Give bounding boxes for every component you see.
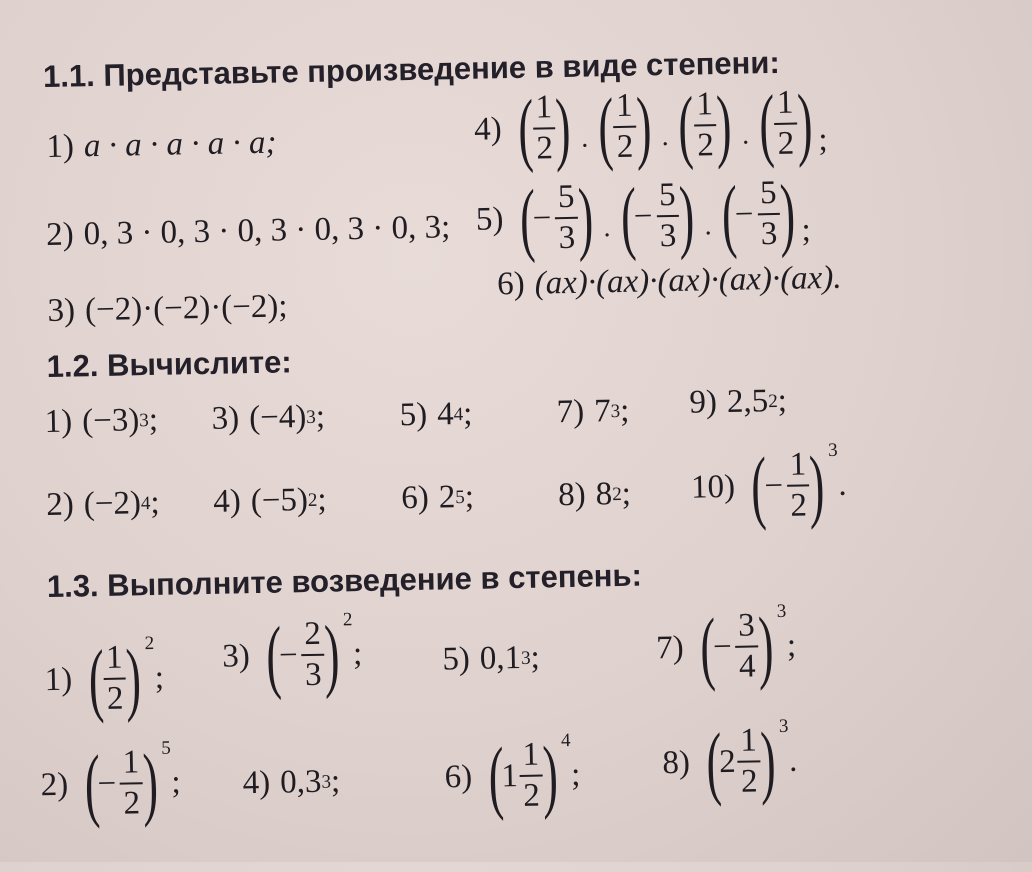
left-parenthesis: ( — [487, 730, 505, 822]
ex3-item-8 — [662, 715, 798, 808]
fraction-denominator: 2 — [774, 123, 797, 161]
fraction-denominator: 3 — [757, 213, 780, 251]
multiply-dot: · — [579, 130, 590, 162]
ex2-item-5 — [399, 396, 472, 434]
multiply-dot: · — [602, 220, 613, 252]
power-base: (−2) — [83, 485, 142, 523]
right-parenthesis: ) — [808, 439, 826, 531]
left-parenthesis: ( — [597, 81, 615, 173]
minus-sign: − — [734, 195, 754, 233]
fraction-denominator: 2 — [787, 484, 810, 522]
parenthesized-fraction — [715, 167, 802, 261]
item-label: 8) — [662, 744, 691, 781]
item-label: 5) — [399, 396, 428, 434]
exponent: 5 — [455, 486, 465, 508]
parenthesized-fraction — [693, 600, 780, 693]
item-label: 5) — [442, 640, 471, 678]
power-base: (−5) — [250, 482, 309, 520]
left-parenthesis: ( — [516, 82, 534, 174]
ex1-item-5 — [475, 167, 812, 264]
minus-sign: − — [278, 636, 299, 674]
ex3-item-3 — [221, 608, 363, 701]
fraction — [555, 178, 579, 257]
multiply-dot: · — [660, 128, 671, 161]
fraction-numerator: 1 — [739, 722, 758, 759]
parenthesized-fraction — [614, 169, 701, 262]
item-label: 6) — [444, 758, 473, 795]
item-label: 2) — [45, 486, 75, 524]
fraction — [519, 736, 543, 814]
power-base: (−4) — [248, 399, 307, 437]
fraction-numerator: 1 — [776, 84, 794, 121]
fraction-numerator: 1 — [789, 446, 807, 483]
right-parenthesis: ) — [759, 715, 777, 807]
multiply-dot: · — [740, 127, 751, 159]
left-parenthesis: ( — [619, 170, 637, 262]
item-expression: (−2)·(−2)·(−2); — [84, 288, 288, 329]
ex2-item-1 — [44, 402, 158, 441]
exponent: 4 — [560, 730, 571, 752]
exponent: 3 — [139, 409, 150, 431]
item-label: 4) — [242, 764, 271, 802]
item-label: 1) — [46, 128, 75, 165]
ex3-item-4 — [242, 763, 340, 802]
item-label: 7) — [655, 629, 685, 666]
left-parenthesis: ( — [265, 609, 282, 701]
item-end: ; — [154, 659, 165, 696]
fraction — [613, 87, 637, 166]
fraction-denominator: 2 — [120, 782, 143, 820]
exponent: 3 — [827, 439, 838, 462]
ex3-item-2 — [40, 736, 181, 830]
fraction-denominator: 3 — [302, 654, 325, 692]
fraction — [737, 724, 761, 798]
left-parenthesis: ( — [750, 440, 768, 532]
parenthesized-fraction — [81, 632, 148, 725]
left-parenthesis: ( — [677, 79, 695, 171]
power-base: (−3) — [81, 402, 140, 440]
left-parenthesis: ( — [758, 77, 776, 170]
item-end: ; — [801, 212, 812, 249]
ex1-item-6 — [497, 260, 842, 304]
right-parenthesis: ) — [715, 78, 733, 171]
left-parenthesis: ( — [720, 168, 738, 261]
minus-sign: − — [764, 467, 784, 504]
parenthesized-fraction — [752, 77, 819, 170]
fraction-numerator: 1 — [615, 87, 633, 125]
minus-sign: − — [97, 765, 117, 802]
power-base: 7 — [593, 393, 611, 430]
left-parenthesis: ( — [705, 716, 722, 808]
exercise-title: Представьте произведение в виде степени: — [103, 44, 781, 93]
item-label: 2) — [40, 766, 69, 803]
fraction-denominator: 3 — [555, 217, 578, 255]
item-end: ; — [818, 121, 828, 159]
item-end: ; — [786, 627, 797, 664]
power-base: 2,5 — [726, 383, 769, 420]
fraction — [774, 84, 798, 162]
exponent: 3 — [520, 647, 531, 669]
exercise-title: Выполните возведение в степень: — [106, 557, 643, 603]
exponent: 5 — [161, 737, 171, 759]
fraction-numerator: 5 — [557, 178, 575, 216]
right-parenthesis: ) — [757, 600, 775, 692]
fraction-product — [513, 167, 812, 264]
exercise-number: 1.3. — [46, 568, 99, 605]
fraction-denominator: 2 — [520, 775, 543, 813]
exercise-title: Вычислите: — [106, 344, 292, 383]
left-parenthesis: ( — [518, 172, 536, 264]
item-label: 8) — [557, 476, 587, 514]
fraction — [757, 174, 781, 253]
right-parenthesis: ) — [678, 169, 695, 261]
ex3-item-6 — [444, 729, 581, 822]
ex2-item-10 — [690, 439, 847, 532]
ex2-item-6 — [401, 479, 474, 517]
exponent: 2 — [307, 489, 318, 511]
fraction-numerator: 1 — [535, 89, 553, 126]
fraction-denominator: 2 — [694, 124, 717, 162]
ex3-item-5 — [442, 640, 540, 679]
item-label: 3) — [221, 637, 251, 675]
parenthesized-fraction — [699, 715, 782, 808]
item-end: ; — [352, 635, 363, 672]
exponent: 3 — [776, 600, 787, 623]
item-label: 1) — [44, 403, 73, 441]
exponent: 2 — [144, 632, 155, 655]
fraction-product — [511, 77, 828, 174]
item-label: 5) — [475, 200, 504, 238]
ex3-item-7 — [655, 600, 797, 693]
parenthesized-fraction — [672, 78, 739, 171]
right-parenthesis: ) — [141, 736, 159, 829]
parenthesized-fraction — [511, 81, 578, 174]
right-parenthesis: ) — [779, 167, 797, 259]
item-expression: (ax)·(ax)·(ax)·(ax)·(ax). — [534, 259, 842, 302]
item-end: ; — [315, 398, 326, 435]
right-parenthesis: ) — [125, 632, 143, 724]
right-parenthesis: ) — [323, 608, 341, 700]
ex2-item-2 — [46, 485, 160, 524]
item-end: ; — [462, 395, 473, 433]
item-label: 6) — [496, 265, 526, 303]
item-end: . — [788, 742, 798, 779]
parenthesized-fraction — [591, 80, 658, 173]
fraction — [656, 176, 680, 255]
item-label: 3) — [211, 400, 240, 437]
multiply-dot: · — [703, 218, 714, 250]
item-end: . — [837, 466, 847, 503]
item-end: ; — [330, 763, 341, 800]
item-expression: 0, 3 · 0, 3 · 0, 3 · 0, 3 · 0, 3; — [83, 209, 451, 253]
item-end: ; — [530, 639, 541, 676]
fraction — [532, 91, 556, 165]
right-parenthesis: ) — [541, 729, 559, 821]
whole-part: 2 — [718, 743, 737, 780]
item-end: ; — [621, 475, 632, 512]
fraction-denominator: 3 — [656, 215, 679, 253]
fraction-numerator: 1 — [522, 736, 540, 773]
fraction-numerator: 5 — [658, 176, 676, 214]
ex2-item-9 — [689, 383, 787, 422]
item-label: 6) — [400, 479, 430, 517]
minus-sign: − — [532, 199, 552, 237]
power-base: 2 — [438, 479, 456, 516]
left-parenthesis: ( — [87, 632, 105, 725]
item-end: ; — [619, 392, 630, 429]
fraction-denominator: 2 — [613, 126, 636, 164]
left-parenthesis: ( — [698, 601, 716, 693]
ex1-item-3 — [47, 288, 288, 330]
minus-sign: − — [712, 628, 732, 665]
exponent: 4 — [140, 492, 151, 514]
fraction-denominator: 4 — [736, 645, 759, 683]
left-parenthesis: ( — [83, 738, 101, 830]
item-label: 1) — [44, 661, 73, 698]
exponent: 3 — [778, 715, 789, 738]
item-end: ; — [148, 401, 159, 439]
item-end: ; — [317, 481, 327, 518]
power-base: 0,1 — [479, 639, 522, 677]
item-label: 10) — [690, 468, 736, 506]
fraction-numerator: 5 — [759, 174, 777, 212]
right-parenthesis: ) — [554, 81, 572, 174]
fraction-denominator: 2 — [738, 760, 761, 798]
exercise-1-3-heading — [47, 558, 643, 605]
fraction-numerator: 1 — [696, 86, 714, 123]
fraction — [103, 639, 127, 717]
right-parenthesis: ) — [796, 77, 813, 169]
exponent: 4 — [453, 403, 464, 425]
ex1-item-2 — [46, 209, 451, 254]
exponent: 2 — [342, 609, 353, 631]
exercise-number: 1.1. — [42, 58, 96, 95]
ex2-item-7 — [556, 393, 629, 431]
parenthesized-fraction — [513, 171, 600, 264]
fraction — [301, 615, 325, 694]
item-end: ; — [570, 756, 581, 793]
ex1-item-1 — [46, 125, 277, 166]
parenthesized-fraction — [481, 729, 564, 822]
item-label: 4) — [212, 483, 242, 520]
exponent: 2 — [768, 390, 778, 412]
parenthesized-fraction — [77, 736, 164, 830]
power-base: 8 — [595, 476, 613, 513]
item-expression: a · a · a · a · a; — [83, 124, 277, 165]
exponent: 3 — [321, 771, 332, 793]
exercise-number: 1.2. — [46, 348, 99, 384]
fraction — [735, 609, 759, 683]
power-base: 0,3 — [279, 763, 322, 801]
fraction — [119, 746, 143, 820]
fraction-numerator: 1 — [105, 639, 123, 676]
ex2-item-4 — [213, 482, 327, 521]
fraction-numerator: 3 — [737, 607, 756, 644]
fraction — [786, 448, 810, 522]
item-end: ; — [171, 764, 181, 801]
right-parenthesis: ) — [577, 171, 594, 263]
right-parenthesis: ) — [635, 80, 652, 172]
ex2-item-8 — [558, 476, 631, 514]
item-end: ; — [464, 478, 475, 515]
ex2-item-3 — [211, 399, 325, 438]
minus-sign: − — [633, 197, 653, 235]
exponent: 3 — [610, 400, 621, 422]
fraction — [693, 88, 717, 162]
exercise-1-2-heading — [46, 344, 292, 385]
item-label: 3) — [47, 292, 76, 329]
item-label: 2) — [45, 216, 74, 253]
item-label: 7) — [556, 393, 585, 431]
ex3-item-1 — [44, 632, 165, 725]
fraction-numerator: 2 — [303, 615, 322, 653]
power-base: 4 — [436, 396, 455, 433]
item-end: ; — [150, 484, 160, 522]
parenthesized-fraction — [744, 439, 831, 532]
fraction-denominator: 2 — [533, 127, 556, 165]
parenthesized-fraction — [259, 608, 346, 701]
item-label: 4) — [473, 110, 503, 148]
whole-part: 1 — [501, 757, 519, 794]
fraction-denominator: 2 — [103, 678, 126, 716]
fraction-numerator: 1 — [122, 744, 140, 781]
ex1-item-4 — [473, 77, 828, 174]
item-end: ; — [777, 382, 788, 419]
item-label: 9) — [689, 384, 718, 421]
exponent: 2 — [612, 483, 622, 505]
exponent: 3 — [306, 406, 316, 428]
